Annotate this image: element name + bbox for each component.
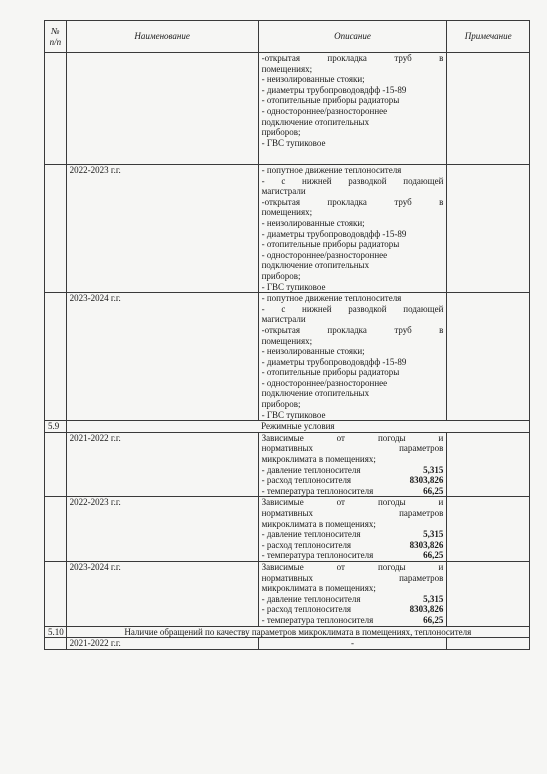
- regime-parameter: [262, 540, 444, 551]
- description-line: -открытая прокладка труб в: [261, 53, 444, 63]
- parameter-value: 66,25: [423, 485, 444, 496]
- description-line: -открытая прокладка труб в: [261, 196, 444, 207]
- description-line: магистрали: [261, 186, 306, 197]
- section-title: Режимные условия: [66, 421, 529, 433]
- parameter-label: - температура теплоносителя: [261, 614, 374, 625]
- regime-intro-line: Зависимые от погоды и: [261, 561, 444, 572]
- regime-intro-line: микроклимата в помещениях;: [261, 454, 376, 465]
- regime-intro-line: микроклимата в помещениях;: [261, 518, 376, 529]
- description-line: помещениях;: [261, 335, 313, 346]
- period-cell: 2022-2023 г.г.: [66, 497, 258, 562]
- description-line: помещениях;: [261, 63, 313, 74]
- description-line: - одностороннее/разностороннее: [261, 249, 388, 260]
- parameter-label: - расход теплоносителя: [261, 539, 352, 550]
- description-line: - ГВС тупиковое: [261, 137, 326, 148]
- value-cell: -: [258, 638, 447, 650]
- section-num: 5.9: [45, 421, 67, 433]
- description-line: - ГВС тупиковое: [261, 409, 326, 420]
- description-line: - неизолированные стояки;: [261, 74, 365, 85]
- header-desc: Описание: [258, 21, 447, 53]
- header-name: Наименование: [66, 21, 258, 53]
- description-line: - с нижней разводкой подающей: [261, 175, 444, 186]
- description-line: - отопительные приборы радиаторы: [261, 367, 400, 378]
- regime-intro-line: Зависимые от погоды и: [261, 432, 444, 443]
- table-row: [45, 561, 530, 626]
- section-row: [45, 626, 530, 638]
- specification-table: [44, 20, 530, 650]
- parameter-value: 8303,826: [409, 475, 444, 486]
- description-line: приборов;: [261, 127, 301, 138]
- parameter-label: - давление теплоносителя: [261, 464, 361, 475]
- regime-parameter: [262, 529, 444, 540]
- regime-cell: [258, 432, 447, 497]
- description-line: подключение отопительных: [261, 260, 370, 271]
- description-line: - неизолированные стояки;: [261, 346, 365, 357]
- description-line: подключение отопительных: [261, 116, 370, 127]
- parameter-label: - расход теплоносителя: [261, 475, 352, 486]
- table-row: [45, 638, 530, 650]
- regime-intro-line: микроклимата в помещениях;: [261, 583, 376, 594]
- parameter-value: 66,25: [423, 614, 444, 625]
- description-line: - диаметры трубопроводовдфф -15-89: [261, 84, 407, 95]
- regime-cell: [258, 497, 447, 562]
- description-line: - с нижней разводкой подающей: [261, 303, 444, 314]
- description-line: - неизолированные стояки;: [261, 217, 365, 228]
- parameter-label: - температура теплоносителя: [261, 485, 374, 496]
- regime-intro-line: нормативных параметров: [261, 443, 444, 454]
- description-line: подключение отопительных: [261, 388, 370, 399]
- regime-parameter: [262, 604, 444, 615]
- description-cell: [258, 53, 447, 165]
- description-line: - одностороннее/разностороннее: [261, 105, 388, 116]
- period-cell: 2022-2023 г.г.: [66, 165, 258, 293]
- regime-intro-line: нормативных параметров: [261, 572, 444, 583]
- parameter-value: 8303,826: [409, 539, 444, 550]
- parameter-value: 5,315: [423, 529, 444, 540]
- section-title: Наличие обращений по качеству параметров микроклимата в помещениях, теплоносителя: [66, 626, 529, 638]
- parameter-label: - температура теплоносителя: [261, 550, 374, 561]
- description-line: - диаметры трубопроводовдфф -15-89: [261, 356, 407, 367]
- parameter-value: 5,315: [423, 464, 444, 475]
- parameter-value: 8303,826: [409, 604, 444, 615]
- table-header-row: [45, 21, 530, 53]
- header-note: Примечание: [447, 21, 530, 53]
- regime-cell: [258, 561, 447, 626]
- parameter-label: - давление теплоносителя: [261, 529, 361, 540]
- regime-intro-line: нормативных параметров: [261, 508, 444, 518]
- description-line: - попутное движение теплоносителя: [261, 165, 402, 175]
- parameter-value: 5,315: [423, 593, 444, 604]
- table-row: [45, 497, 530, 562]
- description-line: - отопительные приборы радиаторы: [261, 95, 400, 106]
- section-row: [45, 421, 530, 433]
- regime-parameter: [262, 475, 444, 486]
- description-line: приборов;: [261, 399, 301, 410]
- description-line: - ГВС тупиковое: [261, 281, 326, 292]
- description-line: -открытая прокладка труб в: [261, 324, 444, 335]
- section-num: 5.10: [45, 626, 67, 638]
- table-row: [45, 432, 530, 497]
- regime-intro-line: Зависимые от погоды и: [261, 497, 444, 508]
- period-cell: 2021-2022 г.г.: [66, 432, 258, 497]
- description-cell: [258, 293, 447, 421]
- period-cell: 2023-2024 г.г.: [66, 561, 258, 626]
- description-line: - одностороннее/разностороннее: [261, 377, 388, 388]
- parameter-label: - расход теплоносителя: [261, 604, 352, 615]
- description-line: магистрали: [261, 314, 306, 325]
- description-cell: [258, 165, 447, 293]
- table-row: [45, 53, 530, 165]
- period-cell: 2023-2024 г.г.: [66, 293, 258, 421]
- description-line: приборов;: [261, 270, 301, 281]
- regime-parameter: [262, 594, 444, 605]
- description-line: - диаметры трубопроводовдфф -15-89: [261, 228, 407, 239]
- description-line: - отопительные приборы радиаторы: [261, 239, 400, 250]
- header-num: № п/п: [45, 21, 67, 53]
- regime-parameter: [262, 465, 444, 476]
- regime-parameter: [262, 486, 444, 497]
- description-line: помещениях;: [261, 207, 313, 218]
- table-row: [45, 165, 530, 293]
- period-cell: 2021-2022 г.г.: [66, 638, 258, 650]
- parameter-label: - давление теплоносителя: [261, 593, 361, 604]
- regime-parameter: [262, 615, 444, 626]
- regime-parameter: [262, 550, 444, 561]
- description-line: - попутное движение теплоносителя: [261, 293, 402, 304]
- parameter-value: 66,25: [423, 550, 444, 561]
- table-row: [45, 293, 530, 421]
